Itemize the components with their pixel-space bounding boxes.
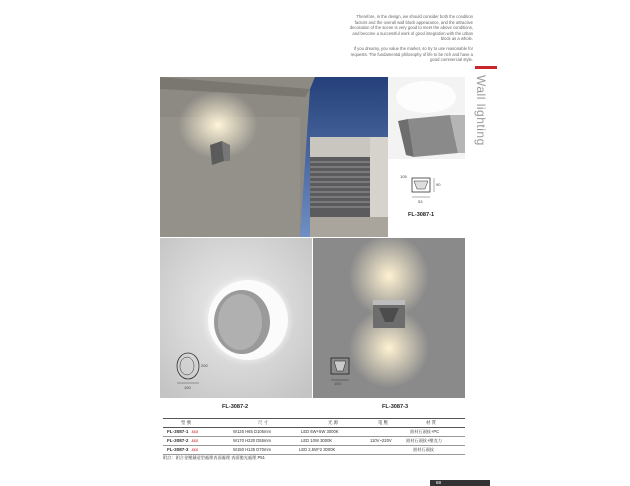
intro-text — [345, 14, 473, 67]
accent-bar — [475, 66, 497, 69]
footnote: 附註：鋁合金壓鑄造型處理表面處理 表面拋光處理 P51 — [163, 455, 265, 460]
dim-top-label: 105 — [400, 174, 407, 179]
row-model: FL-3087-1 — [167, 429, 189, 434]
row-source: LED 2.5W*2 3000K — [299, 447, 336, 452]
header-size: 尺 寸 — [257, 420, 268, 425]
row-model: FL-3087-2 — [167, 438, 189, 443]
header-model: 型 號 — [180, 420, 191, 425]
row-size: W170 H220 D55mm — [233, 438, 271, 443]
product-2-photo — [160, 238, 312, 398]
product-3-photo — [313, 238, 465, 398]
row-source: LED 10W 3000K — [301, 438, 333, 443]
building-photo — [160, 77, 388, 237]
dim-bottom-label: 100 — [184, 385, 191, 390]
intro-paragraph-1: Therefore, in the design, we should consider both the condition factors and the overall wall block appearance, and the attractive decoration of the scene is very good to meet the above conditions, and become a successful work of good integration with the urban block as a whole. — [349, 14, 473, 42]
row-price: $$$ — [191, 438, 199, 443]
dim-bottom-label: 53 — [418, 199, 423, 204]
row-model: FL-3087-3 — [167, 447, 189, 452]
row-size: W150 H125 D70mm — [233, 447, 271, 452]
row-material: 鋁材石頭紋+PC — [410, 429, 440, 434]
row-source: LED 6W+5W 3000K — [301, 429, 339, 434]
dim-bottom-label: 100 — [334, 381, 341, 386]
intro-paragraph-2: If you dreamy, you value the market, so try to use reasonable for requests. The fundamental philosophy of life to be rich and have a good commercial style. — [350, 45, 473, 63]
row-price: $$$ — [191, 429, 199, 434]
row-material: 鋁材石頭紋 — [413, 447, 434, 452]
section-title: Wall lighting — [474, 75, 488, 146]
caption-fl-3087-3: FL-3087-3 — [382, 404, 409, 410]
row-size: W125 H65 D105mm — [233, 429, 271, 434]
table-row — [163, 445, 465, 455]
dim-side-label: 200 — [201, 363, 208, 368]
voltage-value: 110V~220V — [370, 438, 392, 443]
row-material: 鋁材石頭紋+壓克力 — [406, 438, 442, 443]
header-material: 材 質 — [425, 420, 436, 425]
caption-fl-3087-2: FL-3087-2 — [222, 404, 249, 410]
caption-fl-3087-1: FL-3087-1 — [408, 212, 435, 218]
product-1-render — [388, 77, 465, 159]
dim-side-label: 90 — [436, 182, 441, 187]
header-source: 光 源 — [327, 420, 338, 425]
dimension-drawing-1 — [400, 172, 450, 212]
header-voltage: 電 壓 — [377, 420, 388, 425]
page-number: 68 — [436, 480, 442, 485]
row-price: $$$ — [191, 447, 199, 452]
